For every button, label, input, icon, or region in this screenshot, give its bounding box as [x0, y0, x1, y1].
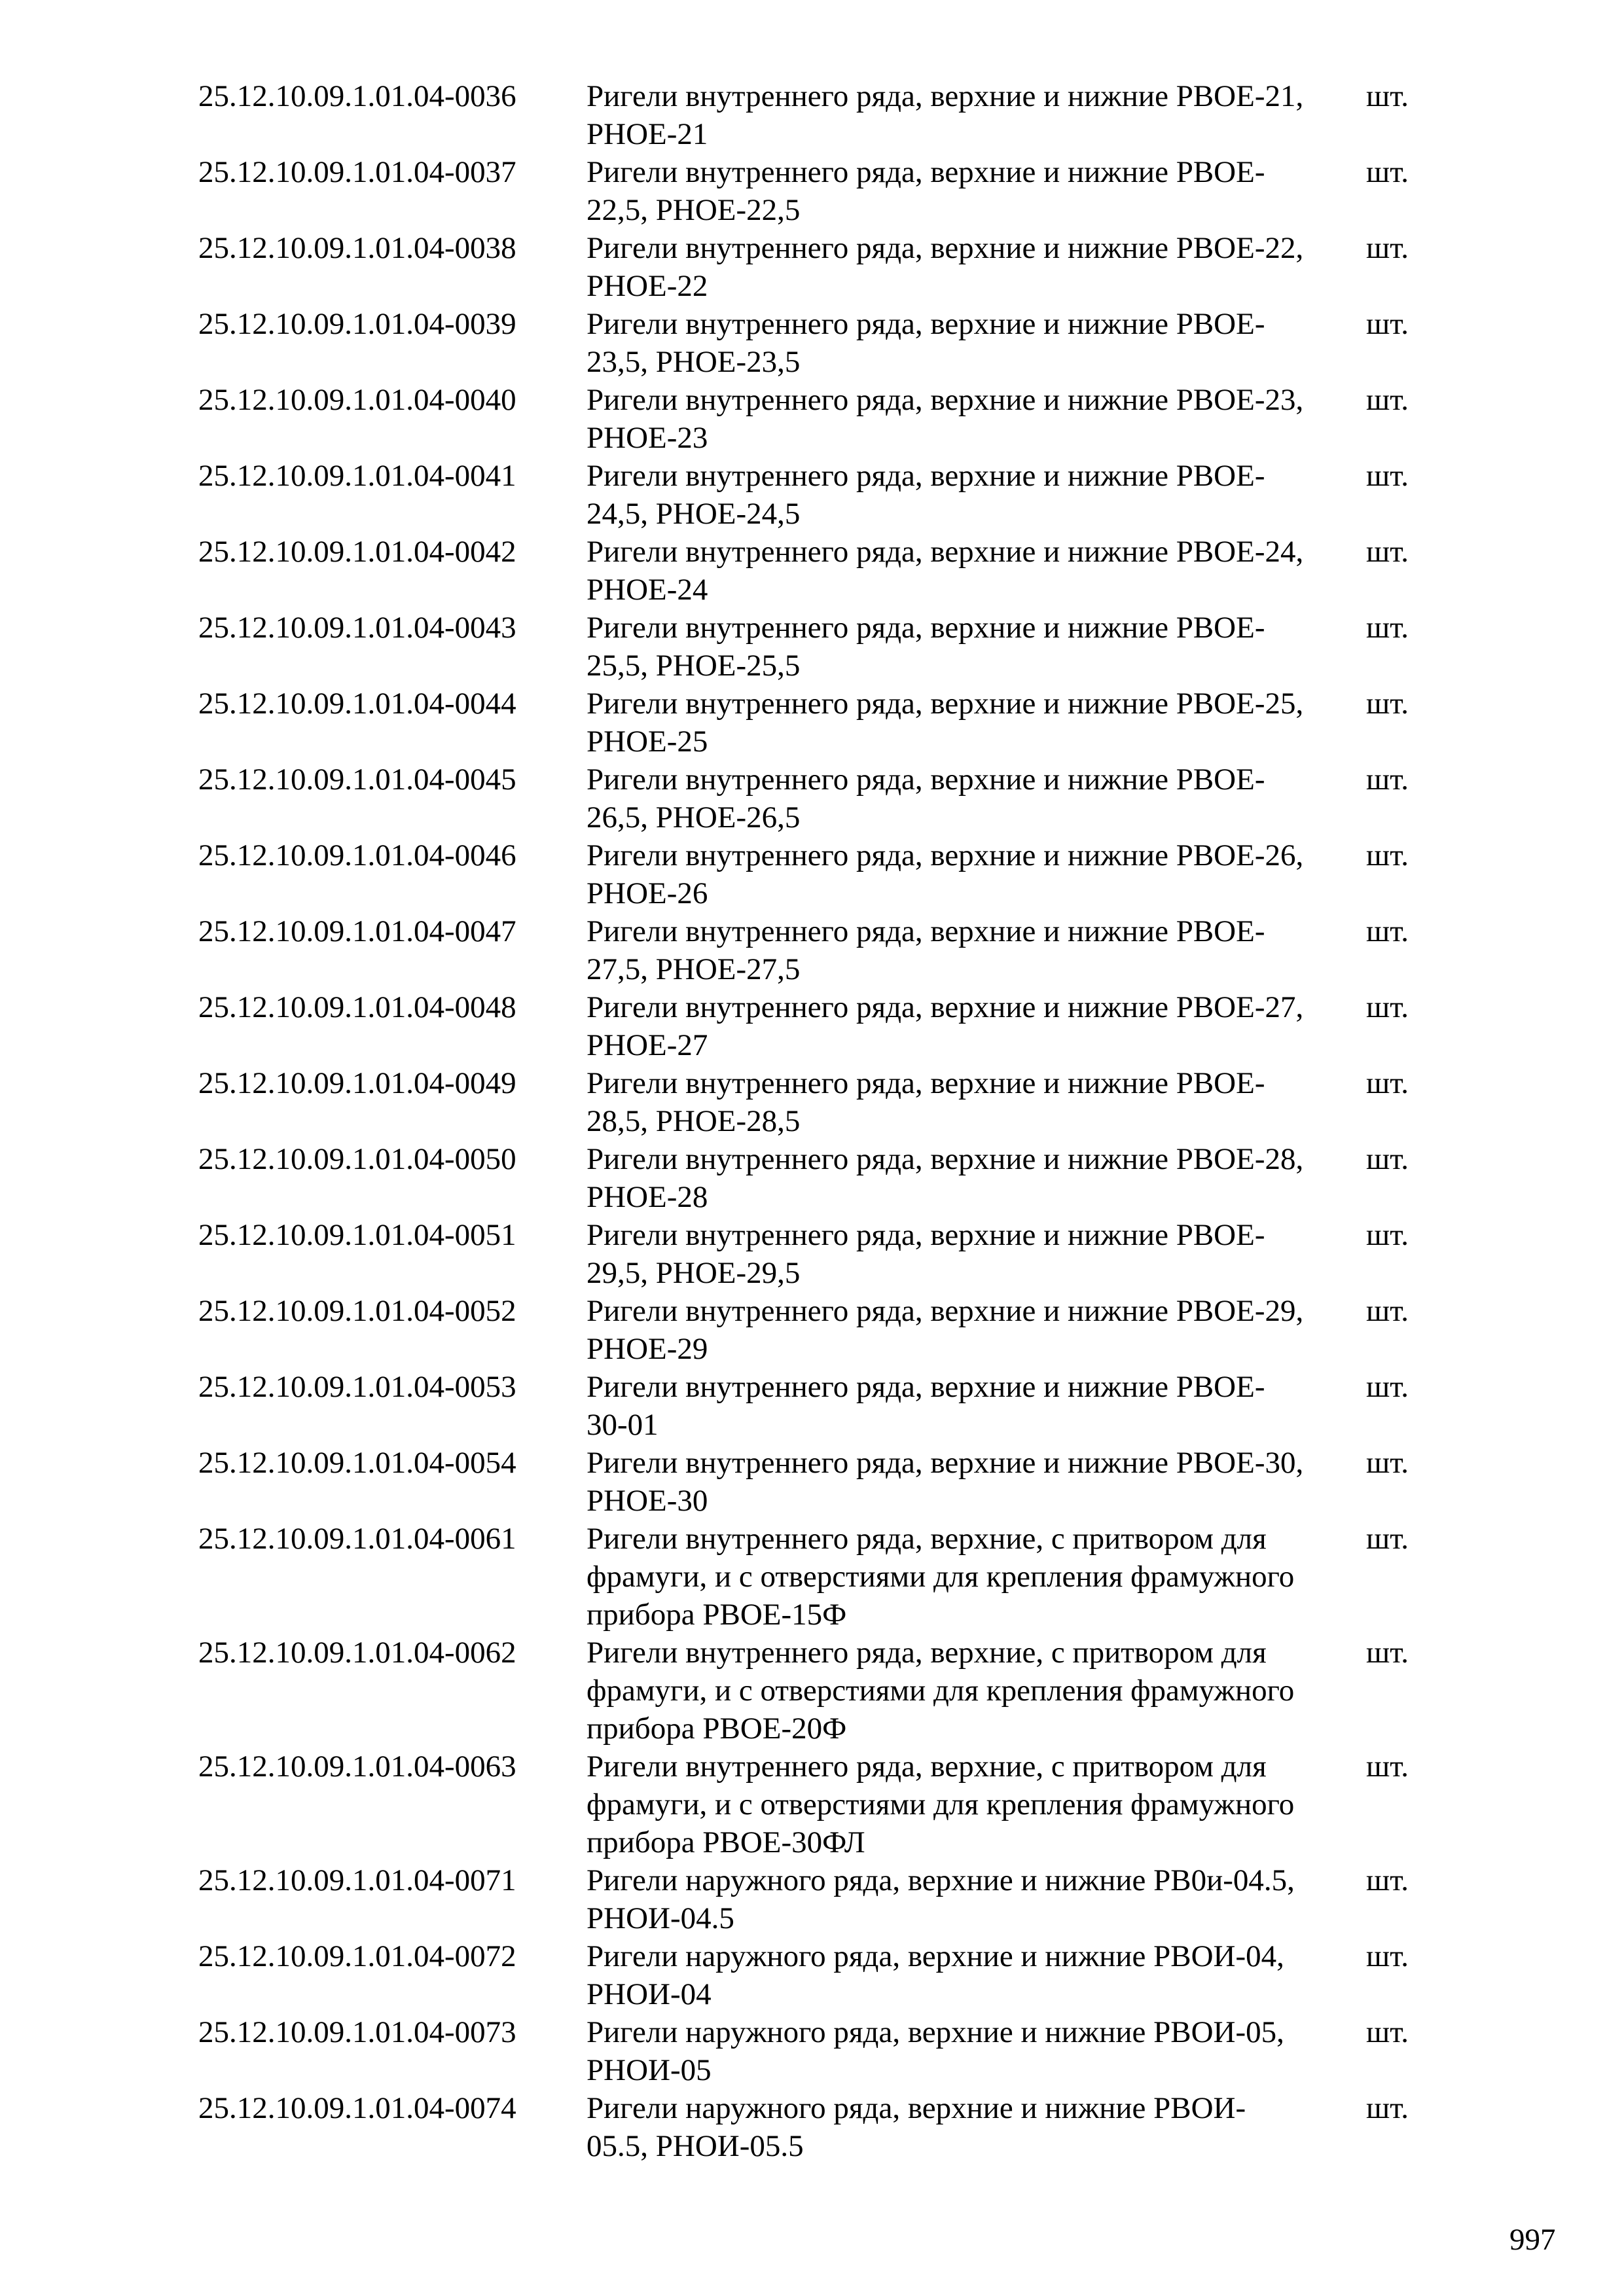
- item-unit: шт.: [1366, 611, 1409, 645]
- item-code: 25.12.10.09.1.01.04-0041: [198, 459, 516, 493]
- item-description: Ригели внутреннего ряда, верхние и нижние РВОЕ-26, РНОЕ-26: [586, 838, 1304, 910]
- table-row: [198, 1861, 1442, 1937]
- item-code: 25.12.10.09.1.01.04-0046: [198, 838, 516, 872]
- table-row: [198, 457, 1442, 533]
- item-code: 25.12.10.09.1.01.04-0062: [198, 1636, 516, 1670]
- table-row: [198, 1368, 1442, 1444]
- item-unit: шт.: [1366, 687, 1409, 721]
- table-row: [198, 2013, 1442, 2089]
- table-row: [198, 1292, 1442, 1368]
- item-code: 25.12.10.09.1.01.04-0040: [198, 383, 516, 417]
- item-unit: шт.: [1366, 1446, 1409, 1480]
- item-description: Ригели внутреннего ряда, верхние и нижние РВОЕ- 25,5, РНОЕ-25,5: [586, 611, 1265, 683]
- table-row: [198, 1937, 1442, 2013]
- table-row: [198, 77, 1442, 153]
- item-unit: шт.: [1366, 1522, 1409, 1556]
- table-row: [198, 1444, 1442, 1520]
- item-description: Ригели внутреннего ряда, верхние, с притвором для фрамуги, и с отверстиями для крепления фрамужного прибора РВОЕ-30ФЛ: [586, 1749, 1295, 1859]
- item-unit: шт.: [1366, 838, 1409, 872]
- item-unit: шт.: [1366, 1636, 1409, 1670]
- item-unit: шт.: [1366, 1294, 1409, 1328]
- page-number: 997: [1509, 2223, 1556, 2257]
- item-unit: шт.: [1366, 762, 1409, 797]
- item-unit: шт.: [1366, 535, 1409, 569]
- item-code: 25.12.10.09.1.01.04-0073: [198, 2015, 516, 2049]
- item-description: Ригели наружного ряда, верхние и нижние РВОИ-04, РНОИ-04: [586, 1939, 1284, 2011]
- item-code: 25.12.10.09.1.01.04-0044: [198, 687, 516, 721]
- item-description: Ригели внутреннего ряда, верхние и нижние РВОЕ-21, РНОЕ-21: [586, 79, 1304, 151]
- item-description: Ригели внутреннего ряда, верхние и нижние РВОЕ- 30-01: [586, 1370, 1265, 1442]
- item-code: 25.12.10.09.1.01.04-0042: [198, 535, 516, 569]
- item-unit: шт.: [1366, 307, 1409, 341]
- table-row: [198, 381, 1442, 457]
- item-unit: шт.: [1366, 459, 1409, 493]
- item-code: 25.12.10.09.1.01.04-0071: [198, 1863, 516, 1897]
- table-row: [198, 1748, 1442, 1861]
- item-code: 25.12.10.09.1.01.04-0039: [198, 307, 516, 341]
- item-description: Ригели внутреннего ряда, верхние и нижние РВОЕ- 29,5, РНОЕ-29,5: [586, 1218, 1265, 1290]
- table-row: [198, 229, 1442, 305]
- item-description: Ригели внутреннего ряда, верхние и нижние РВОЕ- 27,5, РНОЕ-27,5: [586, 914, 1265, 986]
- item-description: Ригели внутреннего ряда, верхние, с притвором для фрамуги, и с отверстиями для крепления фрамужного прибора РВОЕ-15Ф: [586, 1522, 1295, 1632]
- table-row: [198, 305, 1442, 381]
- item-code: 25.12.10.09.1.01.04-0036: [198, 79, 516, 113]
- item-description: Ригели внутреннего ряда, верхние и нижние РВОЕ-24, РНОЕ-24: [586, 535, 1304, 607]
- item-description: Ригели внутреннего ряда, верхние и нижние РВОЕ-25, РНОЕ-25: [586, 687, 1304, 759]
- table-row: [198, 1064, 1442, 1140]
- item-code: 25.12.10.09.1.01.04-0061: [198, 1522, 516, 1556]
- item-code: 25.12.10.09.1.01.04-0054: [198, 1446, 516, 1480]
- item-code: 25.12.10.09.1.01.04-0072: [198, 1939, 516, 1973]
- item-code: 25.12.10.09.1.01.04-0051: [198, 1218, 516, 1252]
- table-row: [198, 2089, 1442, 2165]
- table-row: [198, 533, 1442, 609]
- item-unit: шт.: [1366, 2091, 1409, 2125]
- item-unit: шт.: [1366, 79, 1409, 113]
- item-description: Ригели внутреннего ряда, верхние и нижние РВОЕ-28, РНОЕ-28: [586, 1142, 1304, 1214]
- table-row: [198, 1216, 1442, 1292]
- item-description: Ригели внутреннего ряда, верхние и нижние РВОЕ- 24,5, РНОЕ-24,5: [586, 459, 1265, 531]
- table-row: [198, 836, 1442, 912]
- item-unit: шт.: [1366, 2015, 1409, 2049]
- item-code: 25.12.10.09.1.01.04-0037: [198, 155, 516, 189]
- item-description: Ригели наружного ряда, верхние и нижние РВОИ- 05.5, РНОИ-05.5: [586, 2091, 1246, 2163]
- item-code: 25.12.10.09.1.01.04-0063: [198, 1749, 516, 1784]
- item-unit: шт.: [1366, 231, 1409, 265]
- item-description: Ригели внутреннего ряда, верхние и нижние РВОЕ-23, РНОЕ-23: [586, 383, 1304, 455]
- table-row: [198, 153, 1442, 229]
- item-description: Ригели наружного ряда, верхние и нижние РВ0и-04.5, РНОИ-04.5: [586, 1863, 1295, 1935]
- item-description: Ригели внутреннего ряда, верхние и нижние РВОЕ- 23,5, РНОЕ-23,5: [586, 307, 1265, 379]
- item-unit: шт.: [1366, 383, 1409, 417]
- item-description: Ригели наружного ряда, верхние и нижние РВОИ-05, РНОИ-05: [586, 2015, 1284, 2087]
- table-row: [198, 609, 1442, 685]
- table-row: [198, 1634, 1442, 1748]
- table-row: [198, 988, 1442, 1064]
- item-description: Ригели внутреннего ряда, верхние и нижние РВОЕ- 22,5, РНОЕ-22,5: [586, 155, 1265, 227]
- item-code: 25.12.10.09.1.01.04-0053: [198, 1370, 516, 1404]
- item-code: 25.12.10.09.1.01.04-0047: [198, 914, 516, 948]
- item-description: Ригели внутреннего ряда, верхние и нижние РВОЕ- 28,5, РНОЕ-28,5: [586, 1066, 1265, 1138]
- item-description: Ригели внутреннего ряда, верхние и нижние РВОЕ- 26,5, РНОЕ-26,5: [586, 762, 1265, 834]
- price-list-table: [198, 77, 1442, 2165]
- item-code: 25.12.10.09.1.01.04-0050: [198, 1142, 516, 1176]
- table-row: [198, 761, 1442, 836]
- table-row: [198, 685, 1442, 761]
- item-code: 25.12.10.09.1.01.04-0043: [198, 611, 516, 645]
- item-unit: шт.: [1366, 990, 1409, 1024]
- item-unit: шт.: [1366, 914, 1409, 948]
- item-description: Ригели внутреннего ряда, верхние и нижние РВОЕ-30, РНОЕ-30: [586, 1446, 1304, 1518]
- item-code: 25.12.10.09.1.01.04-0048: [198, 990, 516, 1024]
- item-unit: шт.: [1366, 155, 1409, 189]
- item-code: 25.12.10.09.1.01.04-0074: [198, 2091, 516, 2125]
- item-unit: шт.: [1366, 1863, 1409, 1897]
- item-unit: шт.: [1366, 1370, 1409, 1404]
- item-unit: шт.: [1366, 1749, 1409, 1784]
- item-description: Ригели внутреннего ряда, верхние и нижние РВОЕ-27, РНОЕ-27: [586, 990, 1304, 1062]
- item-unit: шт.: [1366, 1939, 1409, 1973]
- item-unit: шт.: [1366, 1066, 1409, 1100]
- item-description: Ригели внутреннего ряда, верхние и нижние РВОЕ-29, РНОЕ-29: [586, 1294, 1304, 1366]
- item-description: Ригели внутреннего ряда, верхние, с притвором для фрамуги, и с отверстиями для крепления фрамужного прибора РВОЕ-20Ф: [586, 1636, 1295, 1746]
- item-code: 25.12.10.09.1.01.04-0038: [198, 231, 516, 265]
- table-row: [198, 1140, 1442, 1216]
- item-unit: шт.: [1366, 1218, 1409, 1252]
- item-unit: шт.: [1366, 1142, 1409, 1176]
- item-code: 25.12.10.09.1.01.04-0052: [198, 1294, 516, 1328]
- table-row: [198, 1520, 1442, 1634]
- item-code: 25.12.10.09.1.01.04-0045: [198, 762, 516, 797]
- item-code: 25.12.10.09.1.01.04-0049: [198, 1066, 516, 1100]
- item-description: Ригели внутреннего ряда, верхние и нижние РВОЕ-22, РНОЕ-22: [586, 231, 1304, 303]
- table-row: [198, 912, 1442, 988]
